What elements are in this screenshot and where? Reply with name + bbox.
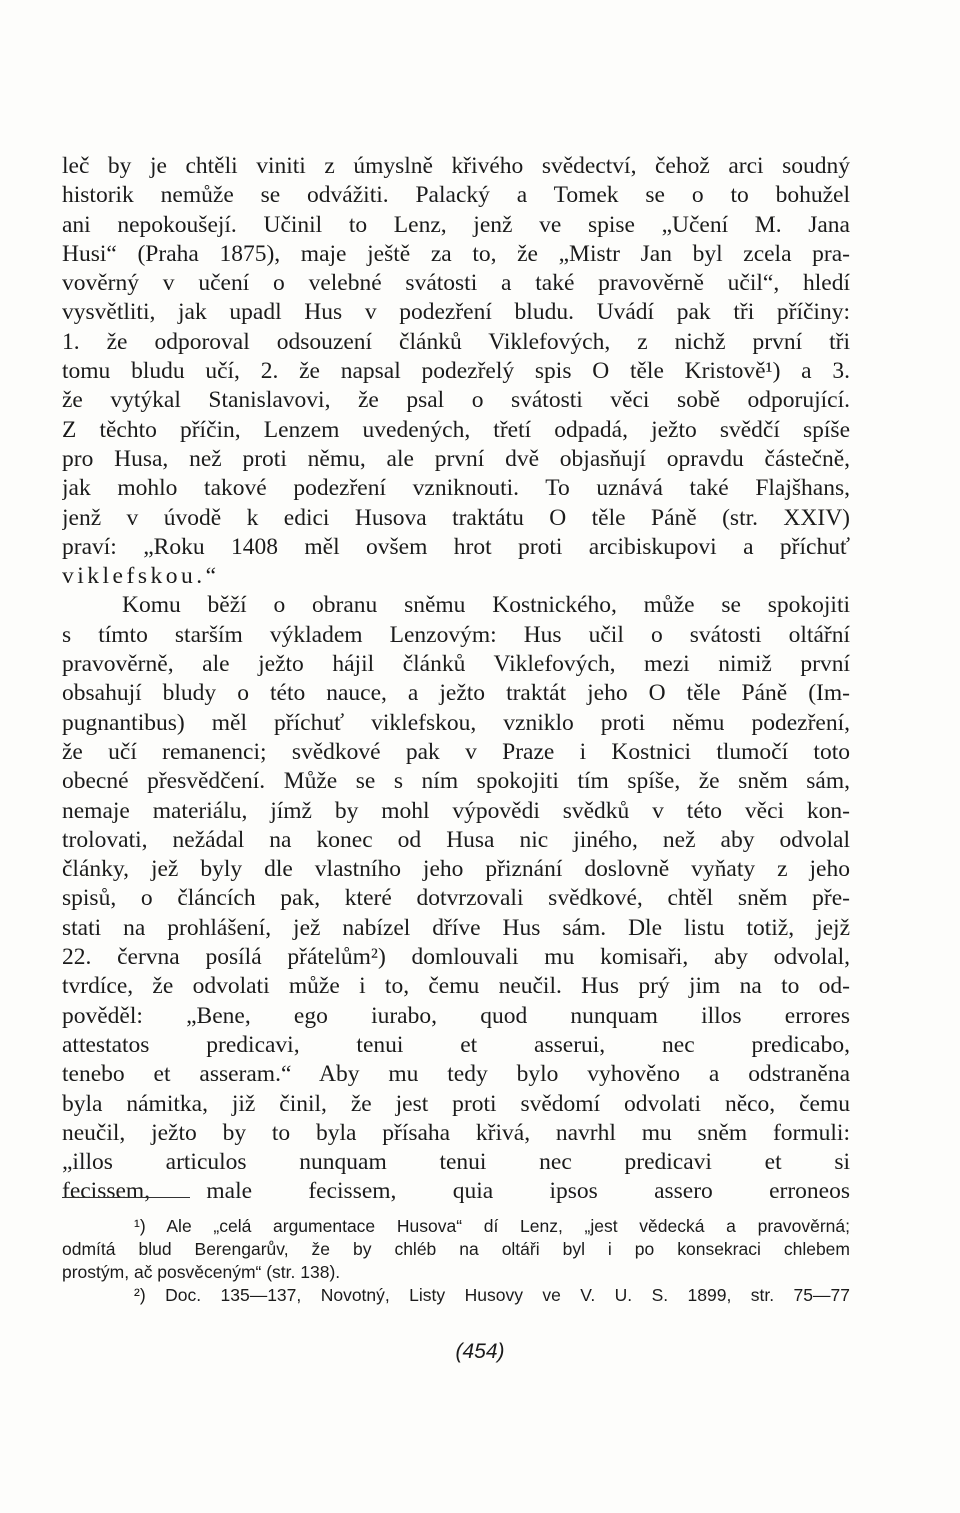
- text-line: obsahují bludy o této nauce, a ježto traktát jeho O těle Páně (Im-: [62, 680, 850, 707]
- text-line: pugnantibus) měl příchuť viklefskou, vzniklo proti němu podezření,: [62, 709, 850, 736]
- text-line: attestatos predicavi, tenui et asserui, nec predicabo,: [62, 1031, 850, 1058]
- footnote-1-line: ¹) Ale „celá argumentace Husova“ dí Lenz, „jest vědecká a pravověrná;: [134, 1216, 850, 1236]
- text-line: 22. června posílá přátelům²) domlouvali mu komisaři, aby odvolal,: [62, 944, 850, 971]
- text-line: tvrdíce, že odvolati může i to, čemu neučil. Hus prý jim na to od-: [62, 973, 850, 1000]
- text-line: 1. že odporoval odsouzení článků Viklefových, z nichž první tři: [62, 328, 850, 355]
- text-line: ani nepokoušejí. Učinil to Lenz, jenž ve spise „Učení M. Jana: [62, 211, 850, 238]
- text-line: vysvětliti, jak upadl Hus v podezření bludu. Uvádí pak tři příčiny:: [62, 299, 850, 326]
- text-line: historik nemůže se odvážiti. Palacký a Tomek se o to bohužel: [62, 182, 850, 209]
- footnote-1-line: prostým, ač posvěceným“ (str. 138).: [62, 1262, 341, 1282]
- text-line: fecissem, male fecissem, quia ipsos assero erroneos: [62, 1178, 850, 1205]
- text-line: tomu bludu učí, 2. že napsal podezřelý spis O těle Kristově¹) a 3.: [62, 358, 850, 385]
- text-line: neučil, ježto by to byla přísaha křivá, navrhl mu sněm formuli:: [62, 1119, 850, 1146]
- text-line: jenž v úvodě k edici Husova traktátu O těle Páně (str. XXIV): [62, 504, 850, 531]
- footnote-1-line: odmítá blud Berengarův, že by chléb na oltáři byl i po konsekraci chlebem: [62, 1239, 850, 1259]
- text-line: články, jež byly dle vlastního jeho přiznání doslovně vyňaty z jeho: [62, 856, 850, 883]
- text-line: Z těchto příčin, Lenzem uvedených, třetí odpadá, ježto svědčí spíše: [62, 416, 850, 443]
- text-line: že vytýkal Stanislavovi, že psal o svátosti věci sobě odporující.: [62, 387, 850, 414]
- text-line: pravověrně, ale ježto hájil článků Viklefových, mezi nimiž první: [62, 651, 850, 678]
- main-text: [62, 152, 850, 1207]
- text-line: Husi“ (Praha 1875), maje ještě za to, že „Mistr Jan byl zcela pra-: [62, 240, 850, 267]
- text-line: spisů, o článcích pak, které dotvrzovali svědkové, chtěl sněm pře-: [62, 885, 850, 912]
- text-line: že učí remanenci; svědkové pak v Praze i Kostnici tlumočí toto: [62, 738, 850, 765]
- text-line: praví: „Roku 1408 měl ovšem hrot proti arcibiskupovi a příchuť: [62, 533, 850, 560]
- text-line: pro Husa, než proti němu, ale první dvě objasňují opravdu částečně,: [62, 445, 850, 472]
- page-number: (454): [455, 1340, 505, 1363]
- text-line: obecné přesvědčení. Může se s ním spokojiti tím spíše, že sněm sám,: [62, 768, 850, 795]
- text-line: jak mohlo takové podezření vzniknouti. To uznává také Flajšhans,: [62, 475, 850, 502]
- text-line: s tímto starším výkladem Lenzovým: Hus učil o svátosti oltářní: [62, 621, 850, 648]
- text-line: leč by je chtěli viniti z úmyslně křivého svědectví, čehož arci soudný: [62, 153, 850, 179]
- text-line: nemaje materiálu, jímž by mohl výpovědi svědků v této věci kon-: [62, 797, 850, 824]
- text-line: pověděl: „Bene, ego iurabo, quod nunquam illos errores: [62, 1002, 850, 1029]
- text-line: trolovati, nežádal na konec od Husa nic jiného, než aby odvolal: [62, 826, 850, 853]
- text-line: byla námitka, již činil, že jest proti svědomí odvolati něco, čemu: [62, 1090, 850, 1117]
- footnote-2-line: ²) Doc. 135—137, Novotný, Listy Husovy ve V. U. S. 1899, str. 75—77: [134, 1285, 850, 1305]
- footnote-divider: [62, 1197, 190, 1198]
- text-line: tenebo et asseram.“ Aby mu tedy bylo vyhověno a odstraněna: [62, 1061, 850, 1088]
- paragraph-start-line: Komu běží o obranu sněmu Kostnického, může se spokojiti: [122, 592, 850, 619]
- text-line: „illos articulos nunquam tenui nec predicavi et si: [62, 1149, 850, 1176]
- text-line: vověrný v učení o velebné svátosti a také pravověrně učil“, hledí: [62, 270, 850, 297]
- text-line: viklefskou.“: [62, 563, 220, 590]
- footnotes: [62, 1215, 850, 1307]
- text-line: stati na prohlášení, jež nabízel dříve Hus sám. Dle listu totiž, jejž: [62, 914, 850, 941]
